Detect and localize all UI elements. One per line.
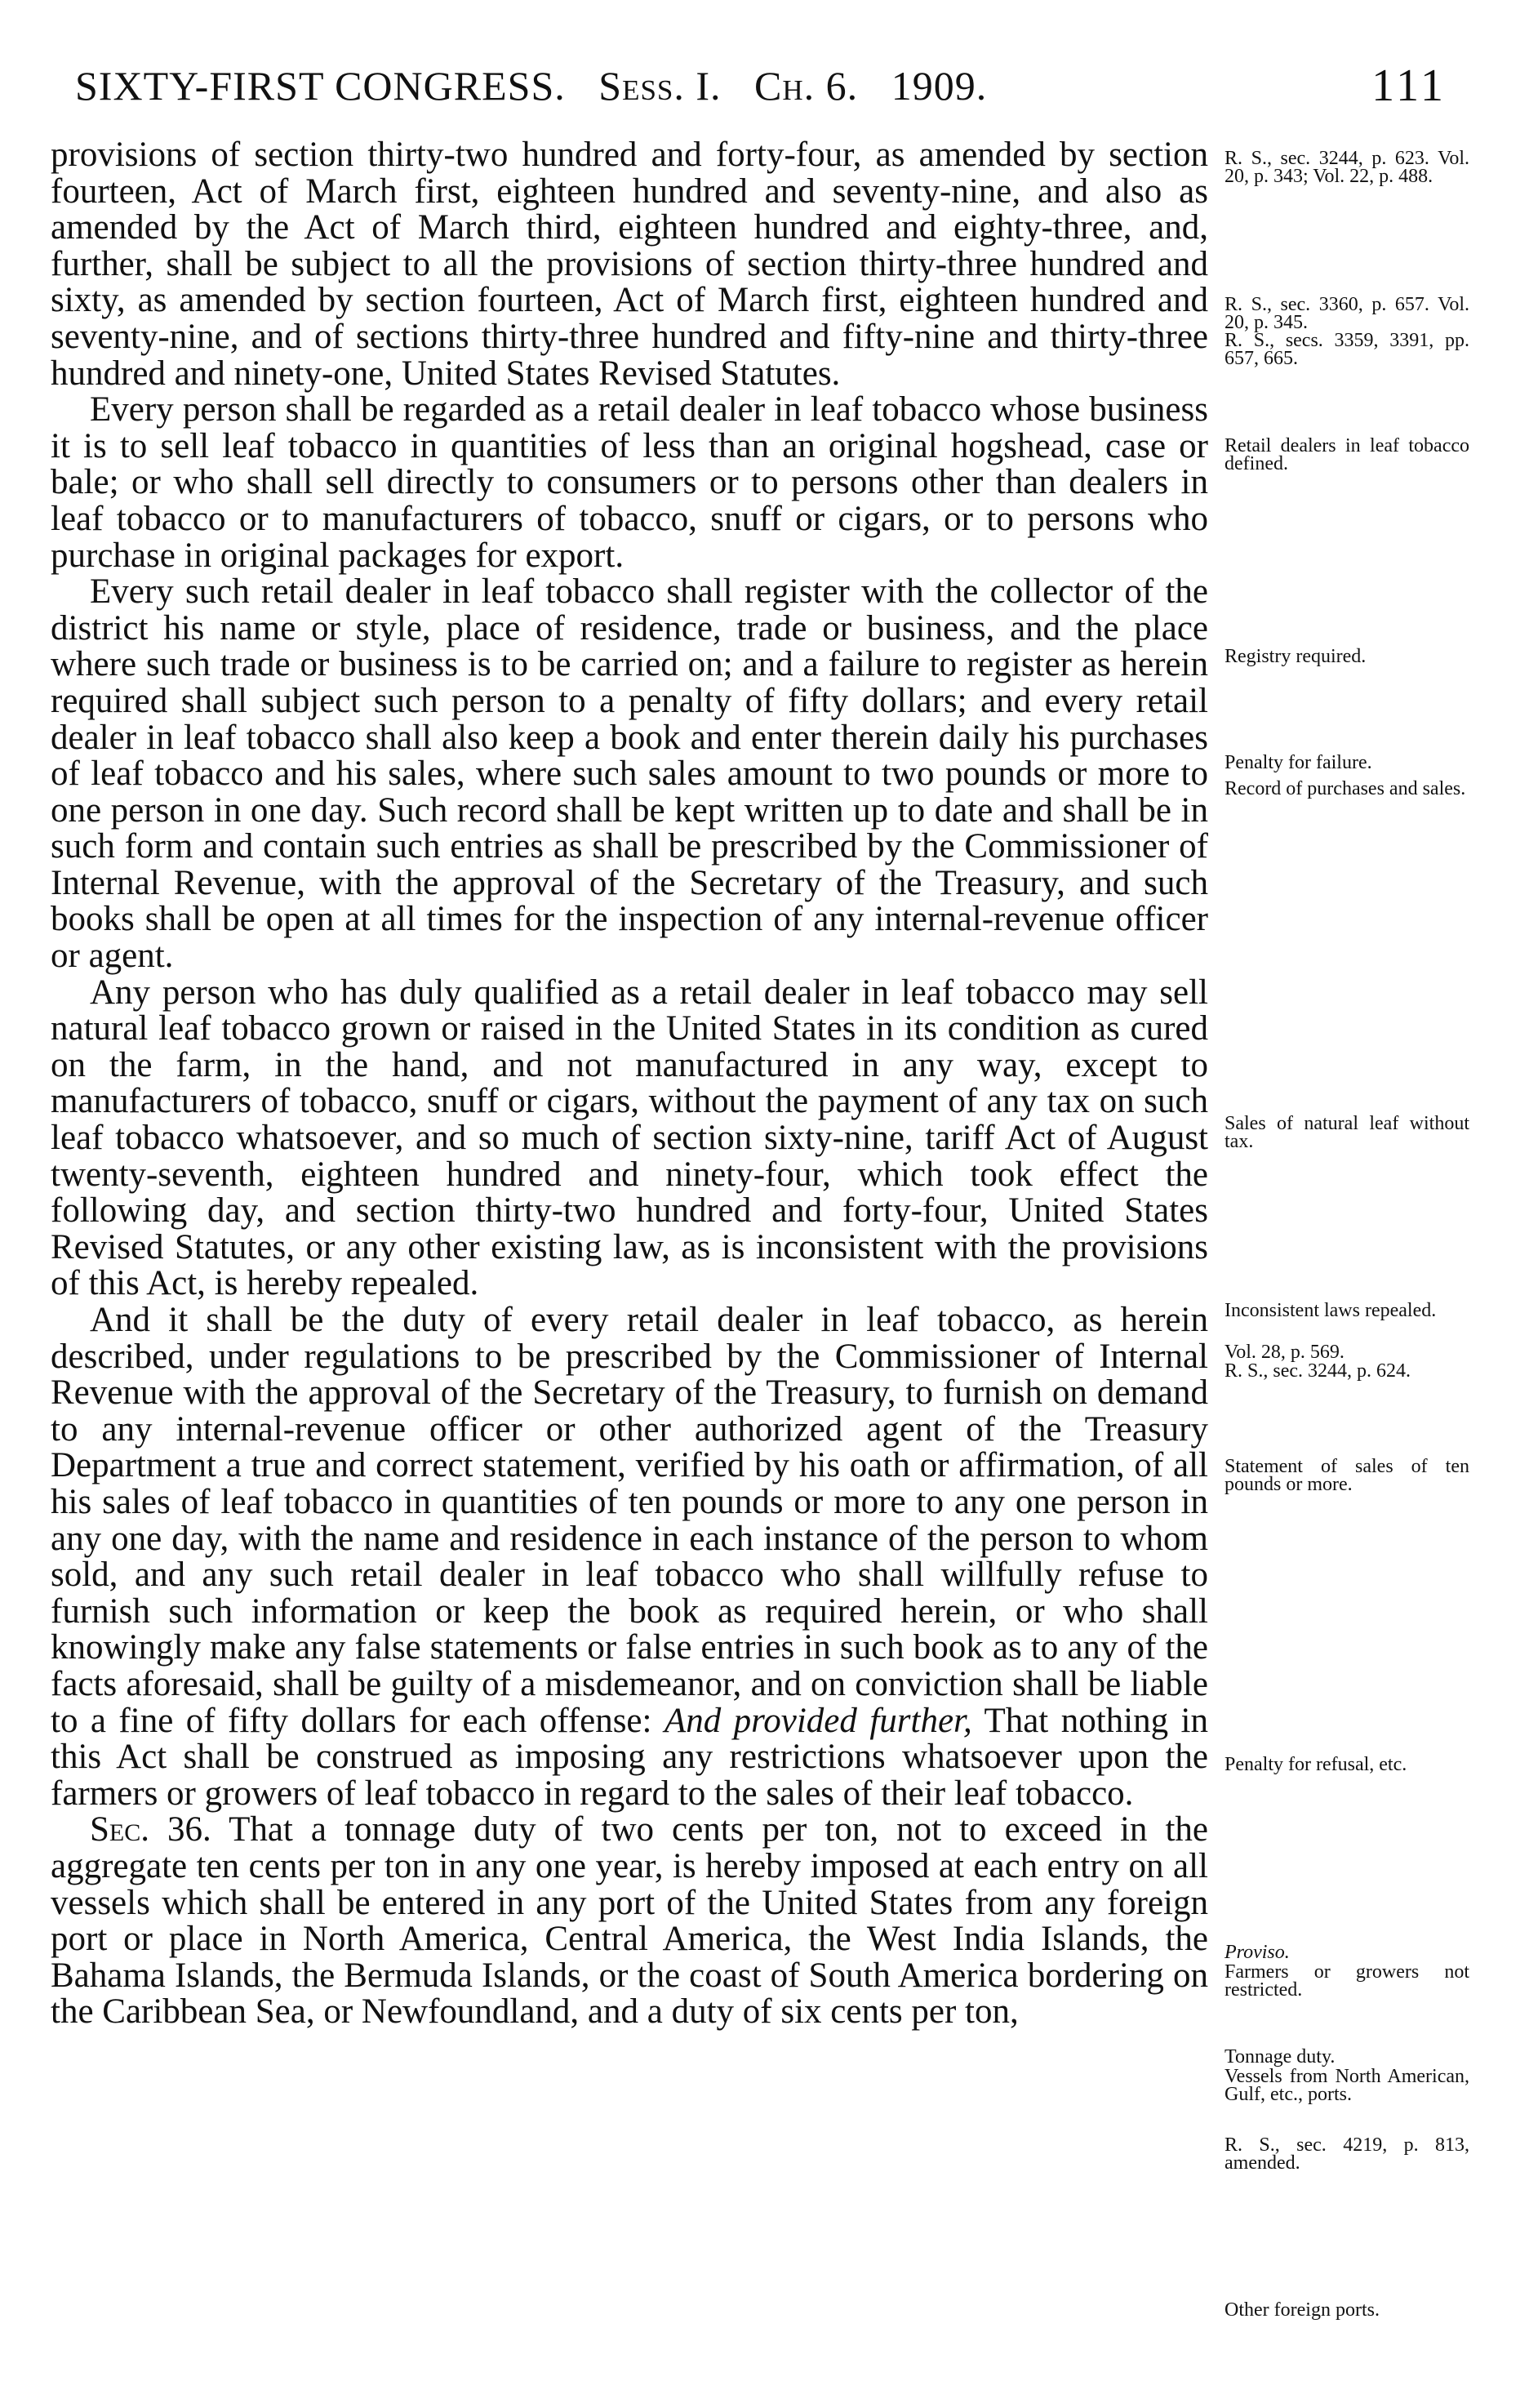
section-label: Sec. 36. xyxy=(90,1810,211,1849)
margin-note-sales-natural: Sales of natural leaf without tax. xyxy=(1225,1113,1469,1152)
paragraph-statement-of-sales xyxy=(51,1302,1208,1812)
page-number: 111 xyxy=(1371,60,1447,111)
margin-note-penalty-refusal: Penalty for refusal, etc. xyxy=(1225,1754,1407,1775)
proviso-note-label: Proviso. xyxy=(1225,1942,1290,1963)
statement-text: And it shall be the duty of every retail dealer in leaf tobacco, as herein described, under regulations to be prescribed by the Commissioner of Internal Revenue with the approval of the Secretary of the Treasury, to furnish on demand to any internal-revenue officer or other authorized agent of the Treasury Department a true and correct statement, verified by his oath or affirmation, of all his sales of leaf tobacco in quantities of ten pounds or more to any one person in any one day, with the name and residence in each instance of the person to whom sold, and any such retail dealer in leaf tobacco who shall willfully refuse to furnish such information or keep the book as required herein, or who shall knowingly make any false statements or false entries in such book as to any of the facts aforesaid, shall be guilty of a misdemeanor, and on conviction shall be liable to a fine of fifty dollars for each offense: xyxy=(51,1301,1208,1740)
margin-note-rs-3359: R. S., secs. 3359, 3391, pp. 657, 665. xyxy=(1225,330,1469,369)
paragraph-natural-leaf-sales: Any person who has duly qualified as a retail dealer in leaf tobacco may sell natural leaf tobacco grown or raised in the United States in its condition as cured on the farm, in the hand, and not manufactured in any way, except to manufacturers of tobacco, snuff or cigars, without the payment of any tax on such leaf tobacco whatsoever, and so much of section sixty-nine, tariff Act of August twenty-seventh, eighteen hundred and ninety-four, which took effect the following day, and section thirty-two hundred and forty-four, United States Revised Statutes, or any other existing law, as is inconsistent with the provisions of this Act, is hereby repealed. xyxy=(51,973,1208,1303)
margin-note-penalty-failure: Penalty for failure. xyxy=(1225,752,1372,773)
margin-note-farmers: Farmers or growers not restricted. xyxy=(1225,1961,1469,2001)
margin-note-retail-dealers: Retail dealers in leaf tobacco defined. xyxy=(1225,435,1469,474)
margin-note-registry: Registry required. xyxy=(1225,646,1367,667)
margin-note-inconsistent-laws: Inconsistent laws repealed. xyxy=(1225,1300,1437,1321)
paragraph-section-36 xyxy=(51,1812,1208,2031)
margin-note-statement-sales: Statement of sales of ten pounds or more. xyxy=(1225,1456,1469,1495)
running-head-title xyxy=(75,49,987,122)
margin-note-vessels-north: Vessels from North American, Gulf, etc., ports. xyxy=(1225,2066,1469,2105)
chapter-label: Ch. 6. xyxy=(754,63,859,109)
statute-body xyxy=(51,137,1208,2031)
paragraph-registry: Every such retail dealer in leaf tobacco shall register with the collector of the district his name or style, place of residence, trade or business, and the place where such trade or business is to be carried on; and a failure to register as herein required shall subject such person to a penalty of fifty dollars; and every retail dealer in leaf tobacco shall also keep a book and enter therein daily his purchases of leaf tobacco and his sales, where such sales amount to two pounds or more to one person in one day. Such record shall be kept written up to date and shall be in such form and contain such entries as shall be prescribed by the Commissioner of Internal Revenue, with the approval of the Secretary of the Treasury, and such books shall be open at all times for the inspection of any internal-revenue officer or agent. xyxy=(51,572,1208,976)
section-36-text: That a tonnage duty of two cents per ton, not to exceed in the aggregate ten cents per ton in any one year, is hereby imposed at each entry on all vessels which shall be entered in any port of the United States from any foreign port or place in North America, Central America, the West India Islands, the Bahama Islands, the Bermuda Islands, or the coast of South America bordering on the Caribbean Sea, or Newfoundland, and a duty of six cents per ton, xyxy=(51,1810,1208,2032)
proviso-text: That nothing in this Act shall be construed as imposing any restrictions whatsoever upon the farmers or growers of leaf tobacco in regard to the sales of their leaf tobacco. xyxy=(51,1701,1208,1813)
margin-note-record-purchases: Record of purchases and sales. xyxy=(1225,778,1466,799)
congress-title: SIXTY-FIRST CONGRESS. xyxy=(75,63,566,109)
margin-note-rs-3244-624: R. S., sec. 3244, p. 624. xyxy=(1225,1360,1411,1382)
margin-note-proviso xyxy=(1225,1943,1469,1961)
margin-note-rs-3360: R. S., sec. 3360, p. 657. Vol. 20, p. 345. xyxy=(1225,294,1469,333)
margin-note-tonnage-duty: Tonnage duty. xyxy=(1225,2046,1336,2067)
paragraph-retail-dealer-definition: Every person shall be regarded as a retail dealer in leaf tobacco whose business it is to sell leaf tobacco in quantities of less than an original hogshead, case or bale; or who shall sell directly to consumers or to persons other than dealers in leaf tobacco or to manufacturers of tobacco, snuff or cigars, or to persons who purchase in original packages for export. xyxy=(51,390,1208,575)
session-label: Sess. I. xyxy=(598,63,722,109)
proviso-phrase: And provided further, xyxy=(664,1701,972,1740)
paragraph-continuation: provisions of section thirty-two hundred and forty-four, as amended by section fourteen, Act of March first, eighteen hundred and seventy-nine, and also as amended by the Act of March third, eighteen hundred and eighty-three, and, further, shall be subject to all the provisions of section thirty-three hundred and sixty, as amended by section fourteen, Act of March first, eighteen hundred and seventy-nine, and of sections thirty-three hundred and fifty-nine and thirty-three hundred and ninety-one, United States Revised Statutes. xyxy=(51,136,1208,393)
year-label: 1909. xyxy=(891,63,988,109)
margin-note-other-ports: Other foreign ports. xyxy=(1225,2299,1380,2321)
margin-note-vol-28: Vol. 28, p. 569. xyxy=(1225,1342,1345,1363)
running-head xyxy=(75,49,1463,122)
margin-note-rs-4219: R. S., sec. 4219, p. 813, amended. xyxy=(1225,2134,1469,2174)
margin-note-rs-3244: R. S., sec. 3244, p. 623. Vol. 20, p. 343; Vol. 22, p. 488. xyxy=(1225,148,1469,187)
